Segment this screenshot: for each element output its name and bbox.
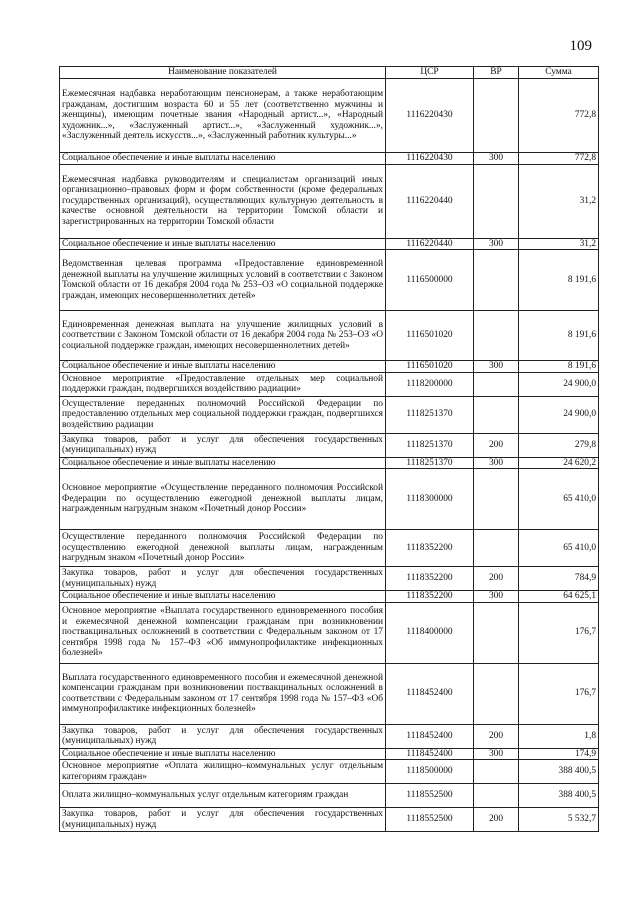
row-vr: 300 — [474, 591, 519, 603]
row-sum: 8 191,6 — [519, 250, 599, 311]
row-name: Ежемесячная надбавка руководителям и специалистам организаций иных организационно–правовых форм и форм собственности (кроме федеральных государственных организаций), осуществляющих культурную деятельность в качестве основной деятельности на территории Томской области и зарегистрированных на территории Томской области — [60, 164, 386, 238]
row-name: Основное мероприятие «Оплата жилищно–коммунальных услуг отдельным категориям граждан» — [60, 760, 386, 784]
row-csr: 1118552500 — [386, 784, 474, 808]
row-csr: 1118452400 — [386, 724, 474, 748]
row-vr — [474, 784, 519, 808]
row-csr: 1116500000 — [386, 250, 474, 311]
row-csr: 1118452400 — [386, 663, 474, 724]
table-row — [60, 250, 599, 311]
row-name: Ведомственная целевая программа «Предоставление единовременной денежной выплаты на улучшение жилищных условий в соответствии с Законом Томской области от 16 декабря 2004 года № 253–ОЗ «О социальной поддержке граждан, имеющих несовершеннолетних детей» — [60, 250, 386, 311]
row-sum: 24 900,0 — [519, 372, 599, 396]
table-row — [60, 153, 599, 165]
table-row — [60, 396, 599, 433]
table-row — [60, 808, 599, 832]
table-row — [60, 238, 599, 250]
table-row — [60, 372, 599, 396]
row-sum: 388 400,5 — [519, 760, 599, 784]
row-csr: 1116501020 — [386, 361, 474, 373]
row-vr: 300 — [474, 748, 519, 760]
row-csr: 1118352200 — [386, 567, 474, 591]
table-row — [60, 311, 599, 361]
table-row — [60, 530, 599, 567]
row-sum: 1,8 — [519, 724, 599, 748]
header-name: Наименование показателей — [60, 67, 386, 79]
row-name: Социальное обеспечение и иные выплаты населению — [60, 361, 386, 373]
row-vr: 300 — [474, 457, 519, 469]
row-csr: 1118500000 — [386, 760, 474, 784]
row-csr: 1118352200 — [386, 530, 474, 567]
row-sum: 31,2 — [519, 164, 599, 238]
row-vr — [474, 164, 519, 238]
row-sum: 174,9 — [519, 748, 599, 760]
row-vr — [474, 469, 519, 530]
row-name: Закупка товаров, работ и услуг для обеспечения государственных (муниципальных) нужд — [60, 433, 386, 457]
row-name: Осуществление переданного полномочия Российской Федерации по осуществлению ежегодной денежной выплаты лицам, награжденным нагрудным знаком «Почетный донор России» — [60, 530, 386, 567]
header-sum: Сумма — [519, 67, 599, 79]
row-name: Социальное обеспечение и иные выплаты населению — [60, 748, 386, 760]
row-sum: 772,8 — [519, 153, 599, 165]
row-name: Закупка товаров, работ и услуг для обеспечения государственных (муниципальных) нужд — [60, 567, 386, 591]
row-sum: 31,2 — [519, 238, 599, 250]
row-sum: 5 532,7 — [519, 808, 599, 832]
table-row — [60, 591, 599, 603]
row-name: Социальное обеспечение и иные выплаты населению — [60, 153, 386, 165]
row-name: Выплата государственного единовременного пособия и ежемесячной денежной компенсации гражданам при возникновении поствакцинальных осложнений в соответствии с Федеральным законом от 17 сентября 1998 года № 157–ФЗ «Об иммунопрофилактике инфекционных болезней» — [60, 663, 386, 724]
row-name: Социальное обеспечение и иные выплаты населению — [60, 591, 386, 603]
row-csr: 1118200000 — [386, 372, 474, 396]
row-vr — [474, 250, 519, 311]
row-csr: 1116501020 — [386, 311, 474, 361]
table-row — [60, 748, 599, 760]
row-name: Социальное обеспечение и иные выплаты населению — [60, 238, 386, 250]
header-vr: ВР — [474, 67, 519, 79]
row-sum: 388 400,5 — [519, 784, 599, 808]
header-csr: ЦСР — [386, 67, 474, 79]
row-name: Закупка товаров, работ и услуг для обеспечения государственных (муниципальных) нужд — [60, 808, 386, 832]
row-name: Основное мероприятие «Осуществление переданного полномочия Российской Федерации по осуществлению ежегодной денежной выплаты лицам, награжденным нагрудным знаком «Почетный донор России» — [60, 469, 386, 530]
row-sum: 24 620,2 — [519, 457, 599, 469]
table-row — [60, 663, 599, 724]
row-name: Основное мероприятие «Предоставление отдельных мер социальной поддержки граждан, подвергшихся воздействию радиации» — [60, 372, 386, 396]
row-csr: 1116220440 — [386, 238, 474, 250]
row-vr: 200 — [474, 567, 519, 591]
row-csr: 1118300000 — [386, 469, 474, 530]
row-sum: 8 191,6 — [519, 361, 599, 373]
row-name: Оплата жилищно–коммунальных услуг отдельным категориям граждан — [60, 784, 386, 808]
row-vr — [474, 530, 519, 567]
row-vr: 200 — [474, 808, 519, 832]
row-name: Осуществление переданных полномочий Российской Федерации по предоставлению отдельных мер социальной поддержки граждан, подвергшихся воздействию радиации — [60, 396, 386, 433]
table-row — [60, 469, 599, 530]
row-csr: 1118251370 — [386, 433, 474, 457]
table-row — [60, 724, 599, 748]
row-sum: 279,8 — [519, 433, 599, 457]
table-row — [60, 164, 599, 238]
row-csr: 1118251370 — [386, 457, 474, 469]
row-csr: 1118452400 — [386, 748, 474, 760]
row-vr: 200 — [474, 724, 519, 748]
row-sum: 176,7 — [519, 663, 599, 724]
row-csr: 1116220430 — [386, 153, 474, 165]
row-vr — [474, 760, 519, 784]
row-sum: 65 410,0 — [519, 469, 599, 530]
table-row — [60, 79, 599, 153]
table-row — [60, 433, 599, 457]
row-csr: 1118352200 — [386, 591, 474, 603]
row-sum: 176,7 — [519, 602, 599, 663]
row-vr — [474, 372, 519, 396]
row-vr: 200 — [474, 433, 519, 457]
table-row — [60, 457, 599, 469]
row-csr: 1118400000 — [386, 602, 474, 663]
row-vr: 300 — [474, 361, 519, 373]
row-vr — [474, 79, 519, 153]
table-header-row — [60, 67, 599, 79]
row-sum: 772,8 — [519, 79, 599, 153]
row-csr: 1118251370 — [386, 396, 474, 433]
row-sum: 64 625,1 — [519, 591, 599, 603]
page-number: 109 — [569, 38, 592, 54]
table-row — [60, 760, 599, 784]
row-csr: 1116220440 — [386, 164, 474, 238]
row-vr: 300 — [474, 238, 519, 250]
row-name: Ежемесячная надбавка неработающим пенсионерам, а также неработающим гражданам, достигшим возраста 60 и 55 лет (соответственно мужчины и женщины), имеющим почетные звания «Народный артист...», «Народный художник...», «Заслуженный артист...», «Заслуженный художник...», «Заслуженный деятель искусств...», «Заслуженный работник культуры...» — [60, 79, 386, 153]
row-vr — [474, 396, 519, 433]
row-vr: 300 — [474, 153, 519, 165]
row-vr — [474, 602, 519, 663]
row-csr: 1116220430 — [386, 79, 474, 153]
table-row — [60, 361, 599, 373]
row-sum: 24 900,0 — [519, 396, 599, 433]
table-row — [60, 567, 599, 591]
budget-table — [59, 66, 599, 832]
table-row — [60, 602, 599, 663]
row-sum: 8 191,6 — [519, 311, 599, 361]
row-vr — [474, 311, 519, 361]
row-csr: 1118552500 — [386, 808, 474, 832]
row-name: Социальное обеспечение и иные выплаты населению — [60, 457, 386, 469]
row-name: Основное мероприятие «Выплата государственного единовременного пособия и ежемесячной денежной компенсации гражданам при возникновении поствакцинальных осложнений в соответствии с Федеральным законом от 17 сентября 1998 года № 157–ФЗ «Об иммунопрофилактике инфекционных болезней» — [60, 602, 386, 663]
table-row — [60, 784, 599, 808]
row-sum: 65 410,0 — [519, 530, 599, 567]
row-name: Закупка товаров, работ и услуг для обеспечения государственных (муниципальных) нужд — [60, 724, 386, 748]
row-sum: 784,9 — [519, 567, 599, 591]
row-name: Единовременная денежная выплата на улучшение жилищных условий в соответствии с Законом Томской области от 16 декабря 2004 года № 253–ОЗ «О социальной поддержке граждан, имеющих несовершеннолетних детей» — [60, 311, 386, 361]
row-vr — [474, 663, 519, 724]
